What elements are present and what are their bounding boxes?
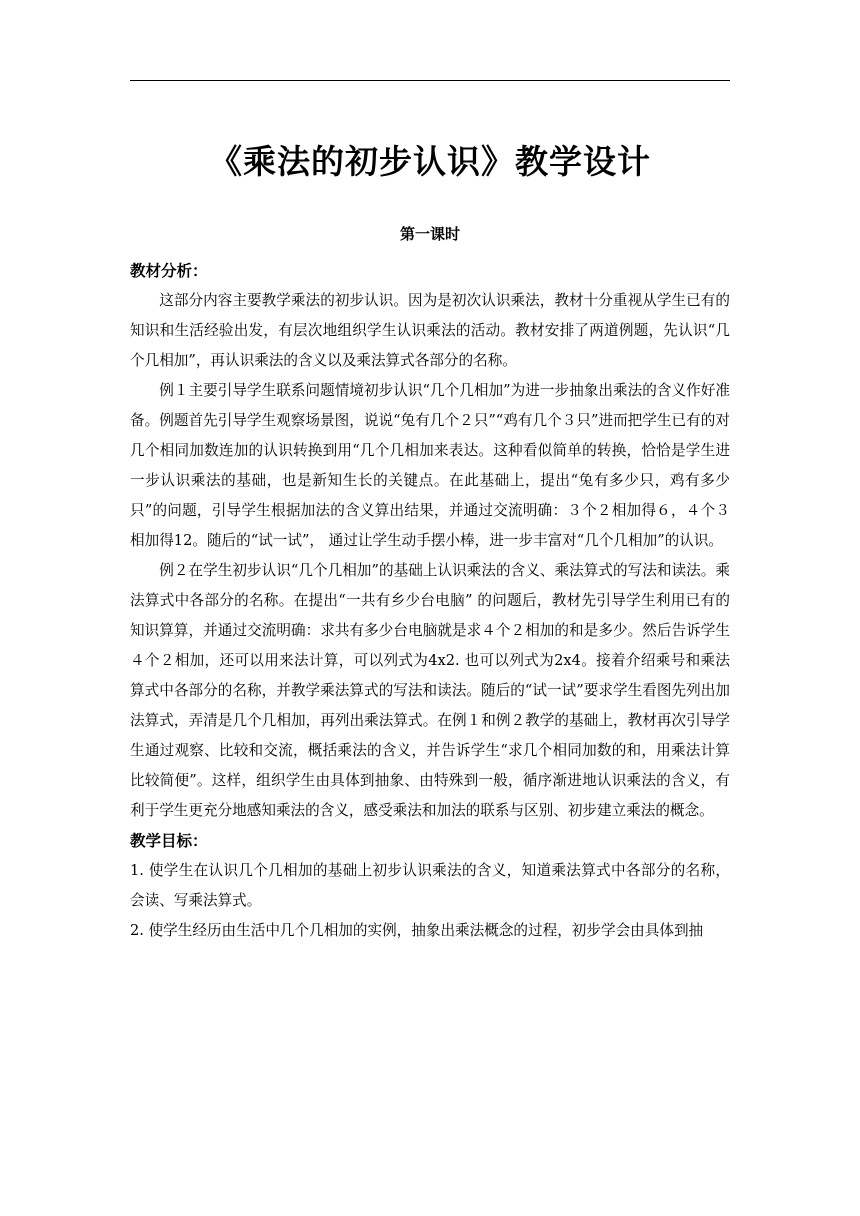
goal-item: 1. 使学生在认识几个几相加的基础上初步认识乘法的含义，知道乘法算式中各部分的名称，会读、写乘法算式。 (130, 862, 730, 909)
analysis-paragraph: 例１主要引导学生联系问题情境初步认识“几个几相加”为进一步抽象出乘法的含义作好准备。例题首先引导学生观察场景图，说说“兔有几个２只”“鸡有几个３只”进而把学生已有的对几个相同加数连加的认识转换到用“几个几相加来表达。这种看似简单的转换，恰恰是学生进一步认识乘法的基础，也是新知生长的关键点。在此基础上，提出“兔有多少只，鸡有多少只”的问题，引导学生根据加法的含义算出结果，并通过交流明确：３个２相加得６，４个３相加得12。随后的“试一试”， 通过让学生动手摆小棒，进一步丰富对“几个几相加”的认识。 (130, 382, 730, 549)
section-heading-analysis: 教材分析： (130, 262, 208, 280)
document-title: 《乘法的初步认识》教学设计 (209, 142, 651, 181)
analysis-paragraph: 例２在学生初步认识“几个几相加”的基础上认识乘法的含义、乘法算式的写法和读法。乘法算式中各部分的名称。在提出“一共有乡少台电脑” 的问题后，教材先引导学生利用已有的知识算算，并通过交流明确：求共有多少台电脑就是求４个２相加的和是多少。然后告诉学生４个２相加，还可以用来法计算，可以列式为4x2. 也可以列式为2x4。接着介绍乘号和乘法算式中各部分的名称，并教学乘法算式的写法和读法。随后的“试一试”要求学生看图先列出加法算式，弄清是几个几相加，再列出乘法算式。在例１和例２教学的基础上，教材再次引导学生通过观察、比较和交流，概括乘法的含义，并告诉学生“求几个相同加数的和，用乘法计算比较简便”。这样，组织学生由具体到抽象、由特殊到一般，循序渐进地认识乘法的含义，有利于学生更充分地感知乘法的含义，感受乘法和加法的联系与区别、初步建立乘法的概念。 (130, 562, 730, 819)
header-rule (130, 80, 730, 81)
goals-list (130, 856, 730, 946)
document-body (130, 256, 730, 946)
goal-item: 2. 使学生经历由生活中几个几相加的实例，抽象出乘法概念的过程，初步学会由具体到抽 (130, 922, 704, 939)
analysis-paragraph: 这部分内容主要教学乘法的初步认识。因为是初次认识乘法，教材十分重视从学生已有的知识和生活经验出发，有层次地组织学生认识乘法的活动。教材安排了两道例题，先认识“几个几相加”，再认识乘法的含义以及乘法算式各部分的名称。 (130, 292, 730, 369)
section-heading-goals: 教学目标： (130, 832, 208, 850)
lesson-label: 第一课时 (399, 225, 460, 243)
